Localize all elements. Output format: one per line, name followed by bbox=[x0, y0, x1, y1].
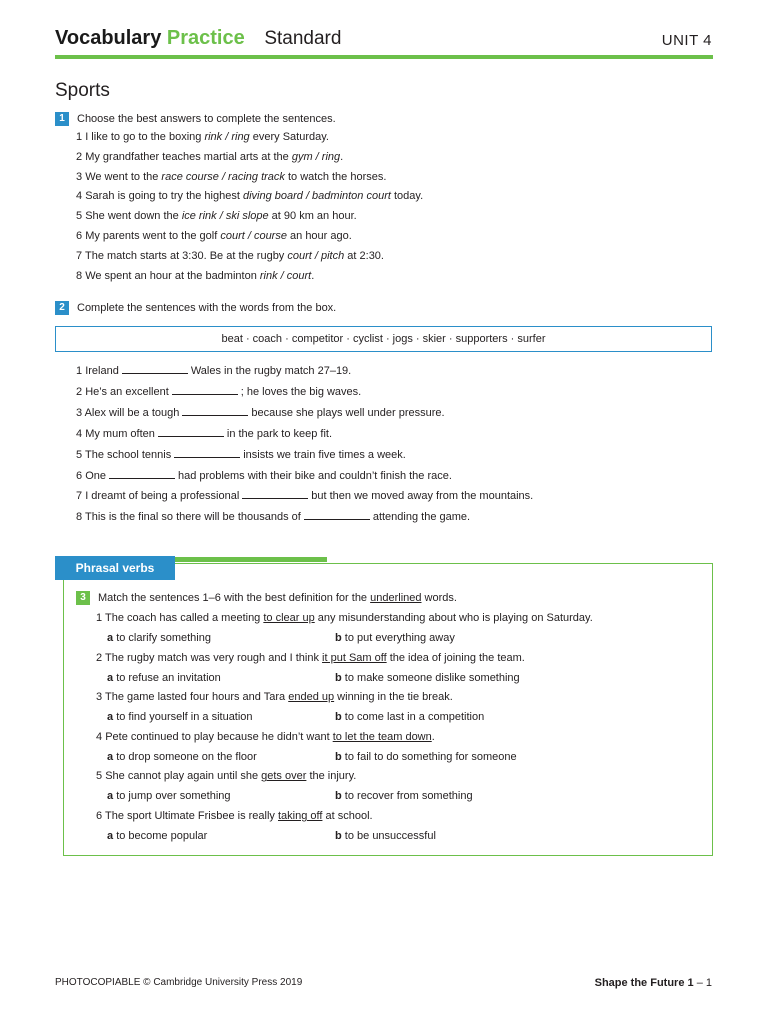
sentence-text: I like to go to the boxing bbox=[85, 131, 205, 143]
sentence-text: to watch the horses. bbox=[284, 170, 387, 183]
option-text: to drop someone on the floor bbox=[116, 750, 257, 763]
item-number: 1 bbox=[76, 365, 83, 377]
item-number: 7 bbox=[76, 490, 83, 503]
sentence-item bbox=[76, 427, 332, 440]
option-text: to make someone dislike something bbox=[344, 671, 520, 684]
sentence-text: . bbox=[340, 150, 344, 163]
instruction-end: words. bbox=[421, 591, 457, 604]
answer-options: race course / racing track bbox=[161, 170, 285, 183]
option-letter: a bbox=[107, 750, 114, 763]
sentence-text: insists we train five times a week. bbox=[243, 448, 406, 461]
header-divider bbox=[55, 55, 713, 59]
footer-page-number: – 1 bbox=[693, 977, 712, 989]
answer-blank[interactable] bbox=[122, 364, 188, 374]
answer-options: gym / ring bbox=[291, 150, 341, 163]
exercise-instruction: Complete the sentences with the words from the box. bbox=[77, 301, 337, 314]
instruction-start: Match the sentences 1–6 with the best definition for the bbox=[98, 591, 371, 604]
item-number: 6 bbox=[76, 230, 83, 242]
option-a bbox=[107, 672, 221, 684]
sentence-text: the injury. bbox=[306, 770, 357, 783]
sentence-item bbox=[76, 510, 470, 523]
option-b bbox=[335, 632, 455, 644]
sentence-text: I dreamt of being a professional bbox=[85, 490, 240, 503]
option-b bbox=[335, 790, 473, 802]
answer-blank[interactable] bbox=[109, 469, 175, 479]
item-number: 2 bbox=[96, 651, 103, 664]
sentence-text: winning in the tie break. bbox=[334, 691, 453, 704]
sentence-item bbox=[96, 691, 453, 703]
sentence-item bbox=[76, 250, 384, 262]
sentence-text: because she plays well under pressure. bbox=[251, 406, 445, 419]
option-a bbox=[107, 711, 253, 723]
sentence-item bbox=[76, 448, 406, 461]
option-text: to be unsuccessful bbox=[344, 830, 436, 842]
title-level: Standard bbox=[264, 28, 342, 49]
answer-blank[interactable] bbox=[242, 489, 308, 499]
item-number: 4 bbox=[76, 427, 83, 440]
item-number: 8 bbox=[76, 511, 83, 524]
option-text: to jump over something bbox=[116, 790, 231, 803]
answer-options: ice rink / ski slope bbox=[181, 210, 269, 223]
option-letter: b bbox=[335, 830, 342, 842]
sentence-text: at school. bbox=[322, 810, 373, 822]
page-title bbox=[55, 27, 341, 50]
sentence-text: The game lasted four hours and Tara bbox=[104, 691, 289, 704]
exercise-number-badge: 1 bbox=[55, 112, 69, 126]
instruction-underlined: underlined bbox=[370, 591, 422, 604]
sentence-text: the idea of joining the team. bbox=[386, 651, 525, 664]
sentence-text: The rugby match was very rough and I think bbox=[104, 651, 323, 664]
section-title: Sports bbox=[55, 80, 110, 101]
sentence-text: He’s an excellent bbox=[85, 385, 169, 398]
sentence-text: My mum often bbox=[85, 427, 155, 440]
sentence-text: One bbox=[85, 469, 106, 482]
item-number: 4 bbox=[96, 730, 103, 743]
option-letter: b bbox=[335, 632, 342, 644]
option-text: to put everything away bbox=[344, 632, 455, 644]
item-number: 6 bbox=[76, 469, 83, 482]
option-letter: b bbox=[335, 790, 342, 803]
answer-blank[interactable] bbox=[158, 427, 224, 437]
sentence-item bbox=[96, 652, 525, 664]
word-box: beat · coach · competitor · cyclist · jogs · skier · supporters · surfer bbox=[55, 326, 712, 352]
option-letter: a bbox=[107, 830, 114, 842]
sentence-text: had problems with their bike and couldn’t finish the race. bbox=[177, 469, 452, 482]
sentence-item bbox=[76, 131, 329, 143]
sentence-text: at 90 km an hour. bbox=[268, 210, 357, 223]
sentence-text: We went to the bbox=[85, 170, 162, 183]
sentence-text: at 2:30. bbox=[344, 249, 384, 262]
sentence-text: We spent an hour at the badminton bbox=[85, 269, 260, 282]
option-text: to recover from something bbox=[344, 790, 473, 803]
sentence-item bbox=[76, 406, 445, 419]
sentence-text: every Saturday. bbox=[249, 131, 329, 143]
sentence-item bbox=[76, 190, 423, 202]
sentence-text: Alex will be a tough bbox=[84, 406, 180, 419]
option-a bbox=[107, 790, 231, 802]
option-a bbox=[107, 751, 257, 763]
sentence-item bbox=[96, 810, 373, 822]
answer-blank[interactable] bbox=[304, 510, 370, 520]
item-number: 8 bbox=[76, 269, 83, 282]
sentence-text: The school tennis bbox=[84, 448, 172, 461]
sentence-item bbox=[96, 612, 593, 624]
option-a bbox=[107, 830, 207, 842]
answer-blank[interactable] bbox=[182, 406, 248, 416]
option-b bbox=[335, 751, 517, 763]
item-number: 5 bbox=[76, 210, 83, 223]
exercise-instruction: Choose the best answers to complete the sentences. bbox=[77, 112, 336, 125]
sentence-text: My parents went to the golf bbox=[85, 230, 221, 242]
sentence-text: The sport Ultimate Frisbee is really bbox=[104, 810, 278, 822]
sentence-text: Sarah is going to try the highest bbox=[85, 190, 243, 203]
exercise-number-badge: 3 bbox=[76, 591, 90, 605]
option-b bbox=[335, 672, 520, 684]
sentence-text: today. bbox=[390, 190, 424, 203]
option-text: to become popular bbox=[116, 830, 208, 842]
sentence-text: The match starts at 3:30. Be at the rugby bbox=[84, 249, 288, 262]
option-letter: b bbox=[335, 750, 342, 763]
option-text: to find yourself in a situation bbox=[116, 711, 253, 724]
exercise-1-heading bbox=[55, 112, 336, 126]
sentence-text: but then we moved away from the mountains. bbox=[311, 490, 534, 503]
sentence-text: The coach has called a meeting bbox=[104, 612, 264, 624]
footer-book-title: Shape the Future 1 bbox=[594, 977, 694, 989]
option-text: to come last in a competition bbox=[344, 711, 485, 724]
phrasal-verb: to clear up bbox=[263, 612, 315, 624]
sentence-text: . bbox=[431, 730, 435, 743]
sentence-text: Wales in the rugby match 27–19. bbox=[190, 365, 352, 377]
option-b bbox=[335, 830, 436, 842]
option-b bbox=[335, 711, 484, 723]
answer-options: diving board / badminton court bbox=[242, 190, 391, 203]
item-number: 2 bbox=[76, 385, 83, 398]
item-number: 4 bbox=[76, 190, 83, 203]
sentence-text: Ireland bbox=[85, 365, 119, 377]
sentence-text: My grandfather teaches martial arts at the bbox=[85, 150, 292, 163]
item-number: 3 bbox=[76, 170, 83, 183]
option-letter: a bbox=[107, 632, 114, 644]
sentence-item bbox=[76, 469, 452, 482]
sentence-text: in the park to keep fit. bbox=[226, 427, 333, 440]
exercise-2-heading bbox=[55, 301, 336, 315]
option-a bbox=[107, 632, 211, 644]
sentence-item bbox=[76, 270, 314, 282]
answer-options: rink / ring bbox=[204, 131, 250, 143]
footer-copyright: PHOTOCOPIABLE © Cambridge University Press 2019 bbox=[55, 977, 303, 988]
option-letter: b bbox=[335, 671, 342, 684]
title-practice: Practice bbox=[166, 27, 245, 49]
option-text: to fail to do something for someone bbox=[344, 750, 517, 763]
title-vocabulary: Vocabulary bbox=[55, 27, 162, 49]
sentence-text: ; he loves the big waves. bbox=[240, 385, 362, 398]
sentence-item bbox=[76, 230, 352, 242]
item-number: 7 bbox=[76, 249, 83, 262]
sentence-item bbox=[76, 489, 533, 502]
item-number: 1 bbox=[76, 131, 83, 143]
unit-label: UNIT 4 bbox=[661, 32, 712, 49]
sentence-text: any misunderstanding about who is playing on Saturday. bbox=[314, 612, 593, 624]
phrasal-verb: to let the team down bbox=[332, 730, 432, 743]
sentence-item bbox=[76, 385, 361, 398]
sentence-text: She cannot play again until she bbox=[105, 770, 262, 783]
item-number: 5 bbox=[96, 770, 103, 783]
exercise-3-heading bbox=[76, 591, 457, 605]
sentence-text: Pete continued to play because he didn’t want bbox=[105, 730, 333, 743]
answer-options: rink / court bbox=[259, 269, 312, 282]
item-number: 6 bbox=[96, 810, 103, 822]
option-letter: a bbox=[107, 711, 114, 724]
sentence-text: an hour ago. bbox=[286, 230, 352, 242]
sentence-text: She went down the bbox=[85, 210, 182, 223]
option-letter: a bbox=[107, 790, 114, 803]
sentence-text: This is the final so there will be thousands of bbox=[84, 511, 301, 524]
answer-blank[interactable] bbox=[172, 385, 238, 395]
sentence-item bbox=[76, 151, 343, 163]
item-number: 3 bbox=[76, 406, 83, 419]
sentence-item bbox=[76, 210, 357, 222]
phrasal-verb: it put Sam off bbox=[322, 651, 387, 664]
option-text: to clarify something bbox=[116, 632, 211, 644]
answer-options: court / pitch bbox=[287, 249, 345, 262]
exercise-number-badge: 2 bbox=[55, 301, 69, 315]
sentence-item bbox=[96, 731, 435, 743]
answer-options: court / course bbox=[220, 230, 287, 242]
sentence-item bbox=[76, 364, 351, 377]
phrasal-verb: gets over bbox=[261, 770, 307, 783]
phrasal-verb: ended up bbox=[288, 691, 335, 704]
footer-page bbox=[595, 977, 712, 989]
sentence-item bbox=[96, 770, 356, 782]
sentence-text: . bbox=[311, 269, 315, 282]
sentence-text: attending the game. bbox=[372, 511, 471, 524]
answer-blank[interactable] bbox=[174, 448, 240, 458]
item-number: 1 bbox=[96, 612, 103, 624]
item-number: 2 bbox=[76, 150, 83, 163]
sentence-item bbox=[76, 171, 386, 183]
phrasal-verb: taking off bbox=[277, 810, 323, 822]
item-number: 5 bbox=[76, 448, 83, 461]
option-letter: a bbox=[107, 671, 114, 684]
option-letter: b bbox=[335, 711, 342, 724]
item-number: 3 bbox=[96, 691, 103, 704]
phrasal-verbs-tab: Phrasal verbs bbox=[55, 556, 175, 580]
option-text: to refuse an invitation bbox=[116, 671, 221, 684]
